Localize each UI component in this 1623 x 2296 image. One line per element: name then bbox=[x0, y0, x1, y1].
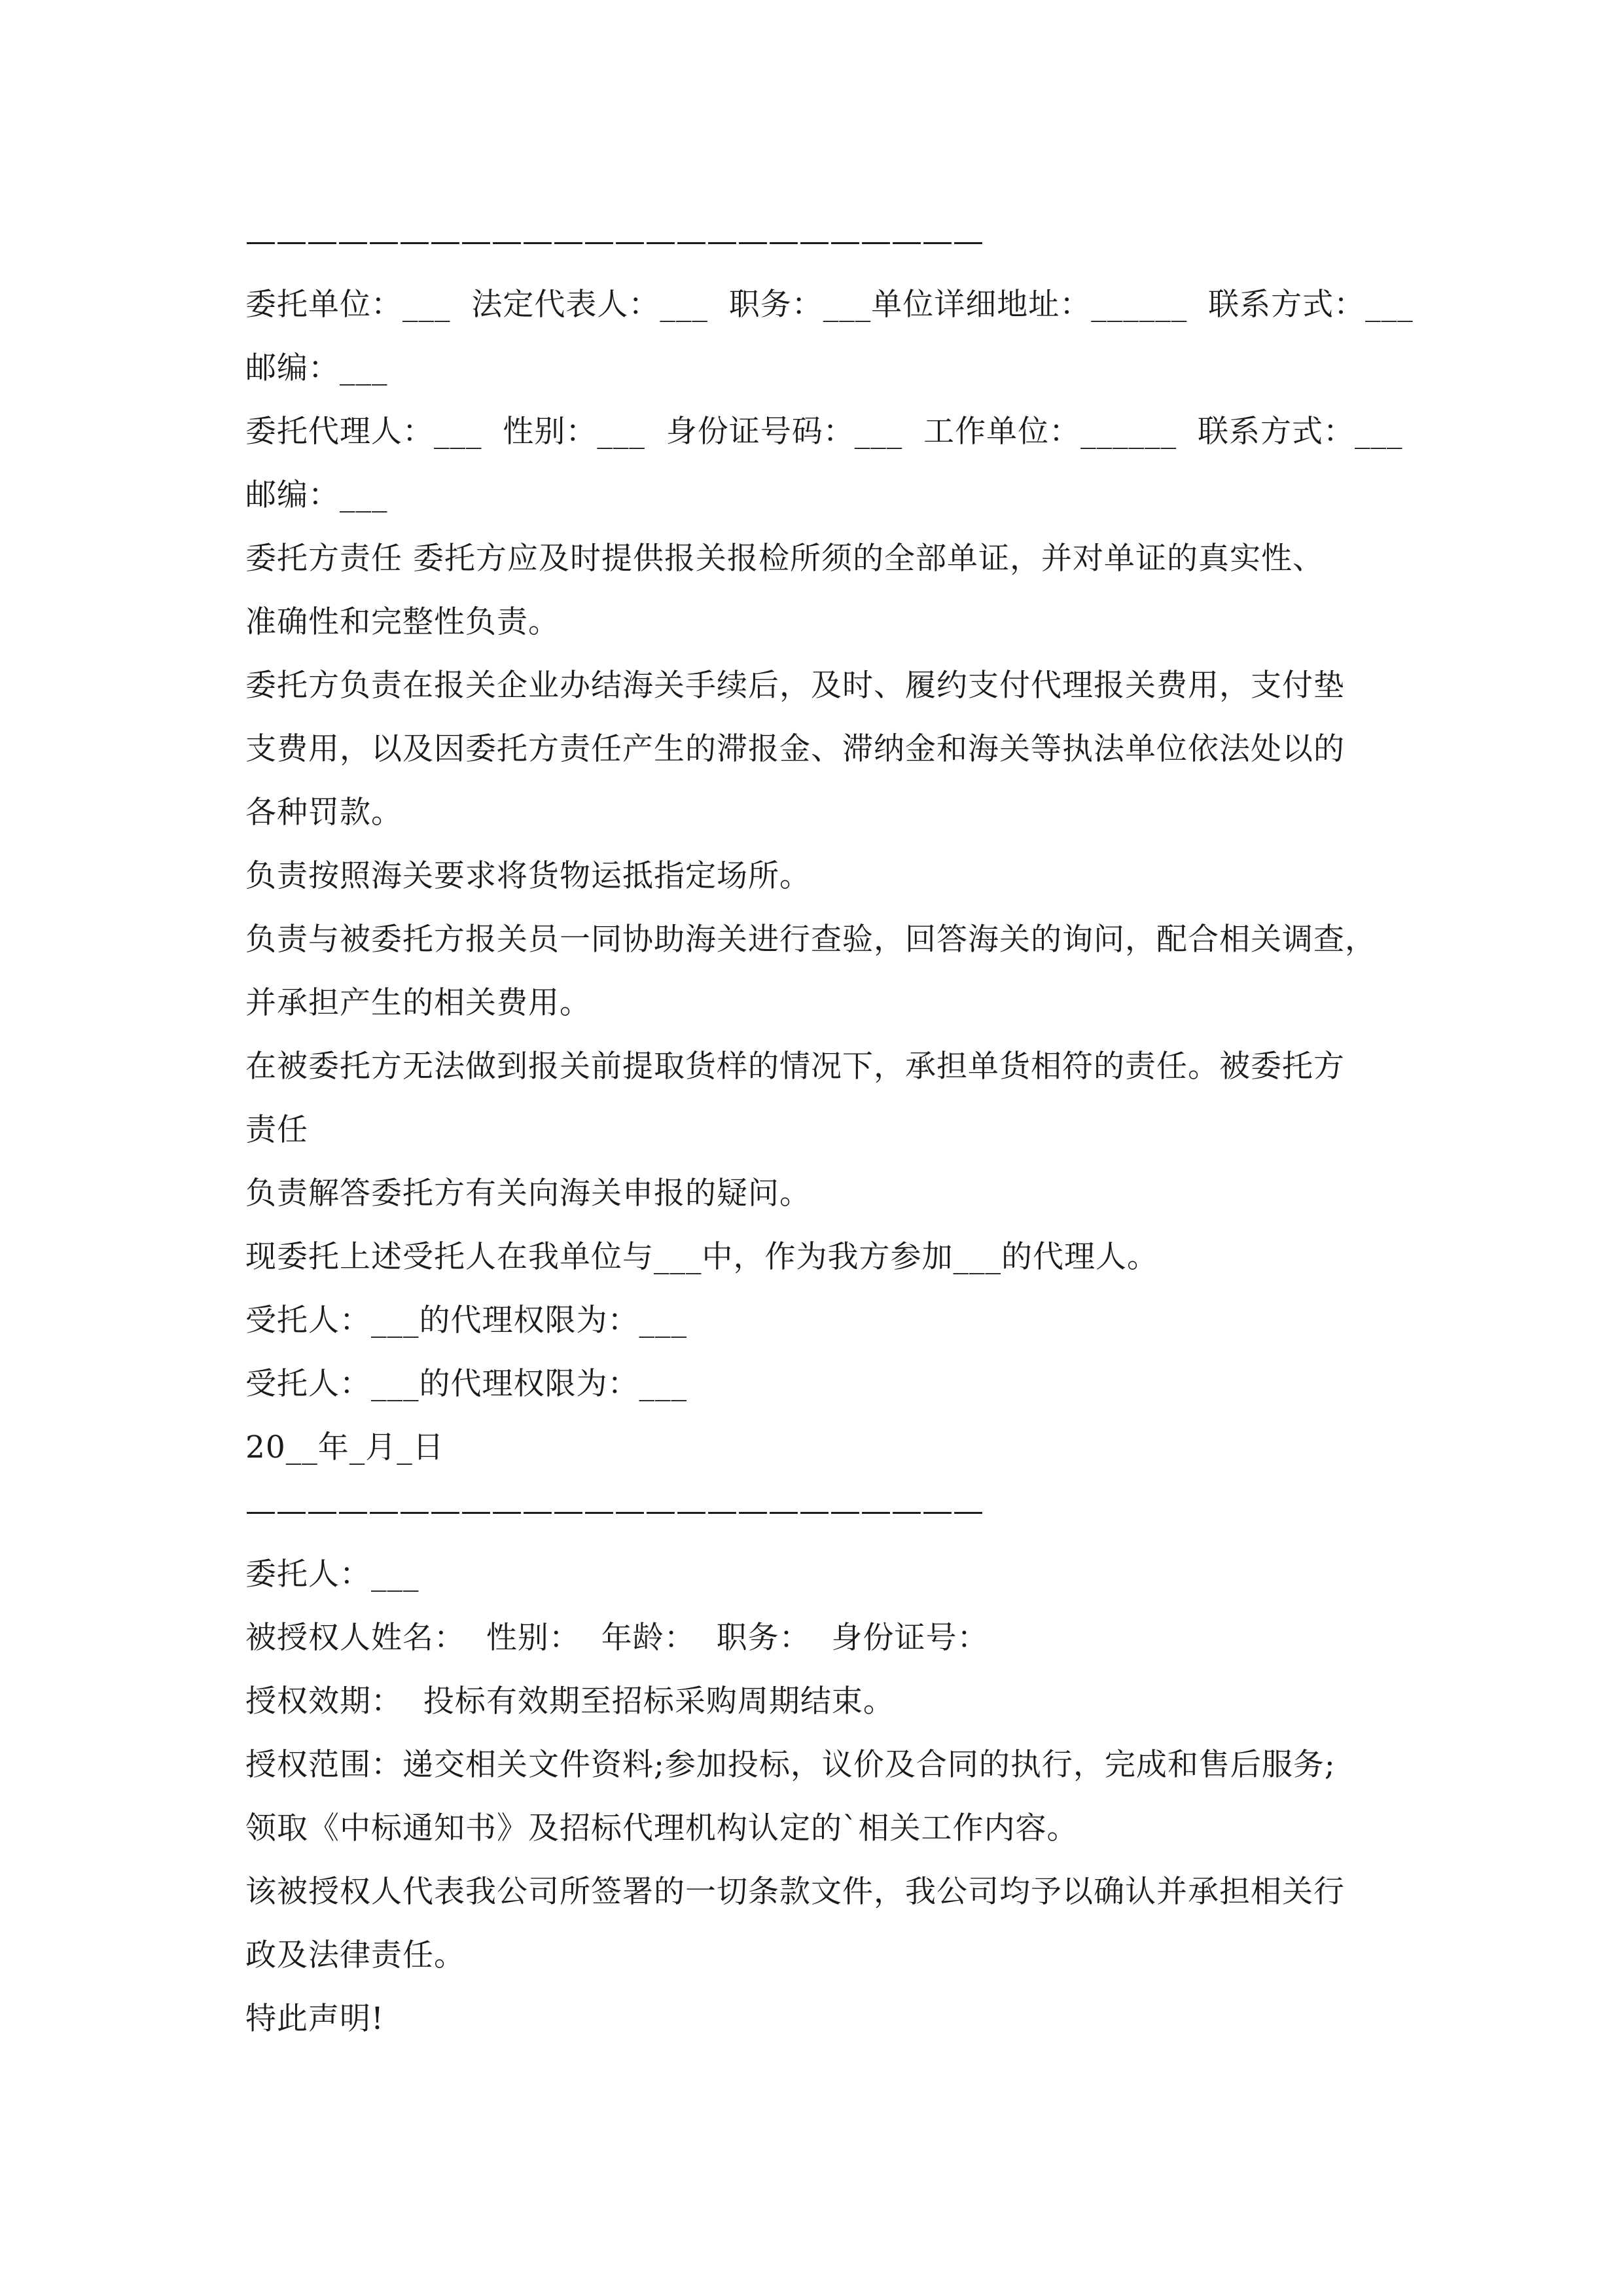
client-unit-line: 委托单位：___ 法定代表人：___ 职务：___单位详细地址：______ 联系方式：___ bbox=[245, 287, 1414, 323]
declaration-line: 特此声明! bbox=[245, 2001, 384, 2037]
paragraph-line: 政及法律责任。 bbox=[245, 1937, 465, 1973]
paragraph-line: 该被授权人代表我公司所签署的一切条款文件，我公司均予以确认并承担相关行 bbox=[245, 1874, 1345, 1910]
date-line: 20__年_月_日 bbox=[245, 1429, 444, 1465]
authorized-person-line: 被授权人姓名： 性别： 年龄： 职务： 身份证号： bbox=[245, 1620, 989, 1656]
separator-line-middle: ———————————————————————— bbox=[245, 1493, 984, 1529]
paragraph-line: 委托方责任 委托方应及时提供报关报检所须的全部单证，并对单证的真实性、 bbox=[245, 541, 1324, 577]
paragraph-line: 委托方负责在报关企业办结海关手续后，及时、履约支付代理报关费用，支付垫 bbox=[245, 668, 1345, 704]
authority-line: 受托人：___的代理权限为：___ bbox=[245, 1302, 687, 1338]
validity-line: 授权效期： 投标有效期至招标采购周期结束。 bbox=[245, 1683, 895, 1719]
scope-line: 领取《中标通知书》及招标代理机构认定的`相关工作内容。 bbox=[245, 1810, 1079, 1846]
paragraph-line: 负责与被委托方报关员一同协助海关进行查验，回答海关的询问，配合相关调查， bbox=[245, 922, 1376, 958]
paragraph-line: 准确性和完整性负责。 bbox=[245, 604, 560, 640]
paragraph-line: 并承担产生的相关费用。 bbox=[245, 985, 591, 1021]
paragraph-line: 现委托上述受托人在我单位与___中，作为我方参加___的代理人。 bbox=[245, 1239, 1158, 1275]
paragraph-line: 在被委托方无法做到报关前提取货样的情况下，承担单货相符的责任。被委托方 bbox=[245, 1049, 1345, 1085]
paragraph-line: 负责按照海关要求将货物运抵指定场所。 bbox=[245, 858, 811, 894]
client-postcode-line: 邮编：___ bbox=[245, 350, 388, 386]
paragraph-line: 支费用，以及因委托方责任产生的滞报金、滞纳金和海关等执法单位依法处以的 bbox=[245, 731, 1345, 767]
scope-line: 授权范围：递交相关文件资料;参加投标，议价及合同的执行，完成和售后服务; bbox=[245, 1747, 1336, 1783]
paragraph-line: 责任 bbox=[245, 1112, 308, 1148]
document-body bbox=[245, 209, 1414, 2051]
principal-line: 委托人：___ bbox=[245, 1556, 419, 1592]
agent-info-line: 委托代理人：___ 性别：___ 身份证号码：___ 工作单位：______ 联系方式：___ bbox=[245, 414, 1403, 450]
paragraph-line: 各种罚款。 bbox=[245, 795, 402, 831]
separator-line-top: ———————————————————————— bbox=[245, 223, 984, 259]
authority-line: 受托人：___的代理权限为：___ bbox=[245, 1366, 687, 1402]
paragraph-line: 负责解答委托方有关向海关申报的疑问。 bbox=[245, 1175, 811, 1211]
agent-postcode-line: 邮编：___ bbox=[245, 477, 388, 513]
